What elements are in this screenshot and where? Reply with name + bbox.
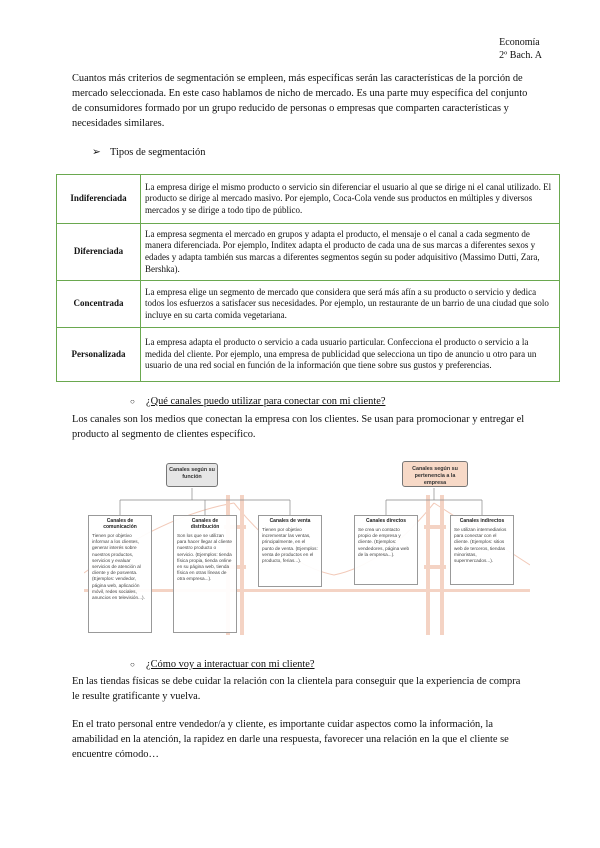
- card-sales: [258, 515, 322, 587]
- bullet-label: Tipos de segmentación: [110, 147, 206, 158]
- card-title: Canales indirectos: [459, 518, 505, 524]
- card-indirect: [450, 515, 514, 585]
- row-key: Diferenciada: [57, 224, 141, 281]
- interaction-paragraph: En las tiendas físicas se debe cuidar la relación con la clientela para conseguir que la experiencia de compra le resulte gratificante y vuelva.: [72, 676, 521, 702]
- card-text: Tienen por objetivo informar a los clientes, generar interés sobre nuestros productos, servicios y evaluar servicios de atención al cliente y de posventa. (Ejemplos: vendedor, página web, aplicación móvil, redes sociales, anuncios en televisión...).: [92, 533, 145, 601]
- segmentation-bullet: [92, 146, 205, 158]
- arrow-bullet-icon: ➢: [92, 147, 101, 158]
- row-text: La empresa elige un segmento de mercado que considera que será más afín a su producto o servicio y dedica todos los esfuerzos a satisfacer sus necesidades. Por ejemplo, un restaurante de un barrio de una ciudad que solo incluye en su carta comida vegetariana.: [141, 281, 560, 328]
- circle-bullet-icon: ○: [130, 397, 135, 406]
- card-title: Canales de distribución: [190, 518, 220, 530]
- card-title: Canales directos: [365, 518, 407, 524]
- segmentation-table: [56, 174, 560, 382]
- ownership-channels-box: Canales según su pertenencia a la empresa: [402, 461, 468, 487]
- card-distribution: [173, 515, 237, 633]
- row-text: La empresa adapta el producto o servicio a cada usuario particular. Confecciona el producto o servicio a la medida del cliente. Por ejemplo, una empresa de publicidad que selecciona un tipo de anuncio u otro para un usuario de una red social en función de la información que tiene sobre sus gustos y preferencias.: [141, 328, 560, 382]
- table-row: [57, 175, 560, 224]
- question-text: ¿Cómo voy a interactuar con mi cliente?: [146, 659, 315, 670]
- table-row: [57, 281, 560, 328]
- card-text: Tienen por objetivo incrementar las ventas, principalmente, en el punto de venta. (Ejemplos: venta de productos en el producto, ferias...).: [262, 527, 318, 564]
- card-title: Canales de venta: [269, 518, 311, 524]
- table-row: [57, 224, 560, 281]
- row-text: La empresa segmenta el mercado en grupos y adapta el producto, el mensaje o el canal a cada segmento de manera diferenciada. Por ejemplo, Inditex adapta el producto de cada una de sus marcas a diferentes sexos y edades y adapta también sus marcas a diferentes segmentos según su poder adquisitivo (Massimo Dutti, Zara, Bershka).: [141, 224, 560, 281]
- card-title: Canales de comunicación: [103, 518, 137, 530]
- card-direct: [354, 515, 418, 585]
- row-key: Personalizada: [57, 328, 141, 382]
- card-communication: [88, 515, 152, 633]
- function-channels-box: Canales según su función: [166, 463, 218, 487]
- channels-diagram: [84, 455, 530, 637]
- question-channels: [130, 396, 385, 407]
- card-text: Se utilizan intermediarios para conectar con el cliente. (Ejemplos: sitios web de terceros, tiendas minoristas, supermercados...).: [454, 527, 507, 564]
- final-paragraph: En el trato personal entre vendedor/a y cliente, es importante cuidar aspectos como la información, la amabilidad en la atención, la rapidez en darle una respuesta, favorecer una relación en la que el cliente se encuentre cómodo…: [72, 719, 509, 760]
- question-text: ¿Qué canales puedo utilizar para conectar con mi cliente?: [146, 396, 386, 407]
- course-label: 2º Bach. A: [499, 50, 542, 61]
- page-header: [499, 36, 542, 62]
- card-text: Se crea un contacto propio de empresa y cliente. (Ejemplos: vendedores, página web de la empresa...).: [358, 527, 410, 557]
- question-interaction: [130, 659, 315, 670]
- row-key: Indiferenciada: [57, 175, 141, 224]
- circle-bullet-icon: ○: [130, 660, 135, 669]
- row-text: La empresa dirige el mismo producto o servicio sin diferenciar el usuario al que se dirige ni el canal utilizado. El producto se dirige al mercado masivo. Por ejemplo, Coca-Cola vende sus productos en múltiples y diversos mercados y se dirige a todo tipo de público.: [141, 175, 560, 224]
- channels-paragraph: Los canales son los medios que conectan la empresa con los clientes. Se usan para promocionar y entregar el producto al segmento de clientes específico.: [72, 414, 525, 440]
- row-key: Concentrada: [57, 281, 141, 328]
- intro-paragraph: Cuantos más criterios de segmentación se empleen, más específicas serán las características de la porción de mercado seleccionada. En este caso hablamos de nicho de mercado. Es una parte muy específica del conjunto de consumidores formado por un grupo reducido de personas o empresas que comparten características y necesidades similares.: [72, 73, 528, 129]
- table-row: [57, 328, 560, 382]
- card-text: Son los que se utilizan para hacer llegar al cliente nuestro producto o servicio. (Ejemplos: tienda física propia, tienda online en su página web, tienda física en otras líneas de otra empresa...).: [177, 533, 232, 582]
- subject-label: Economía: [499, 37, 540, 48]
